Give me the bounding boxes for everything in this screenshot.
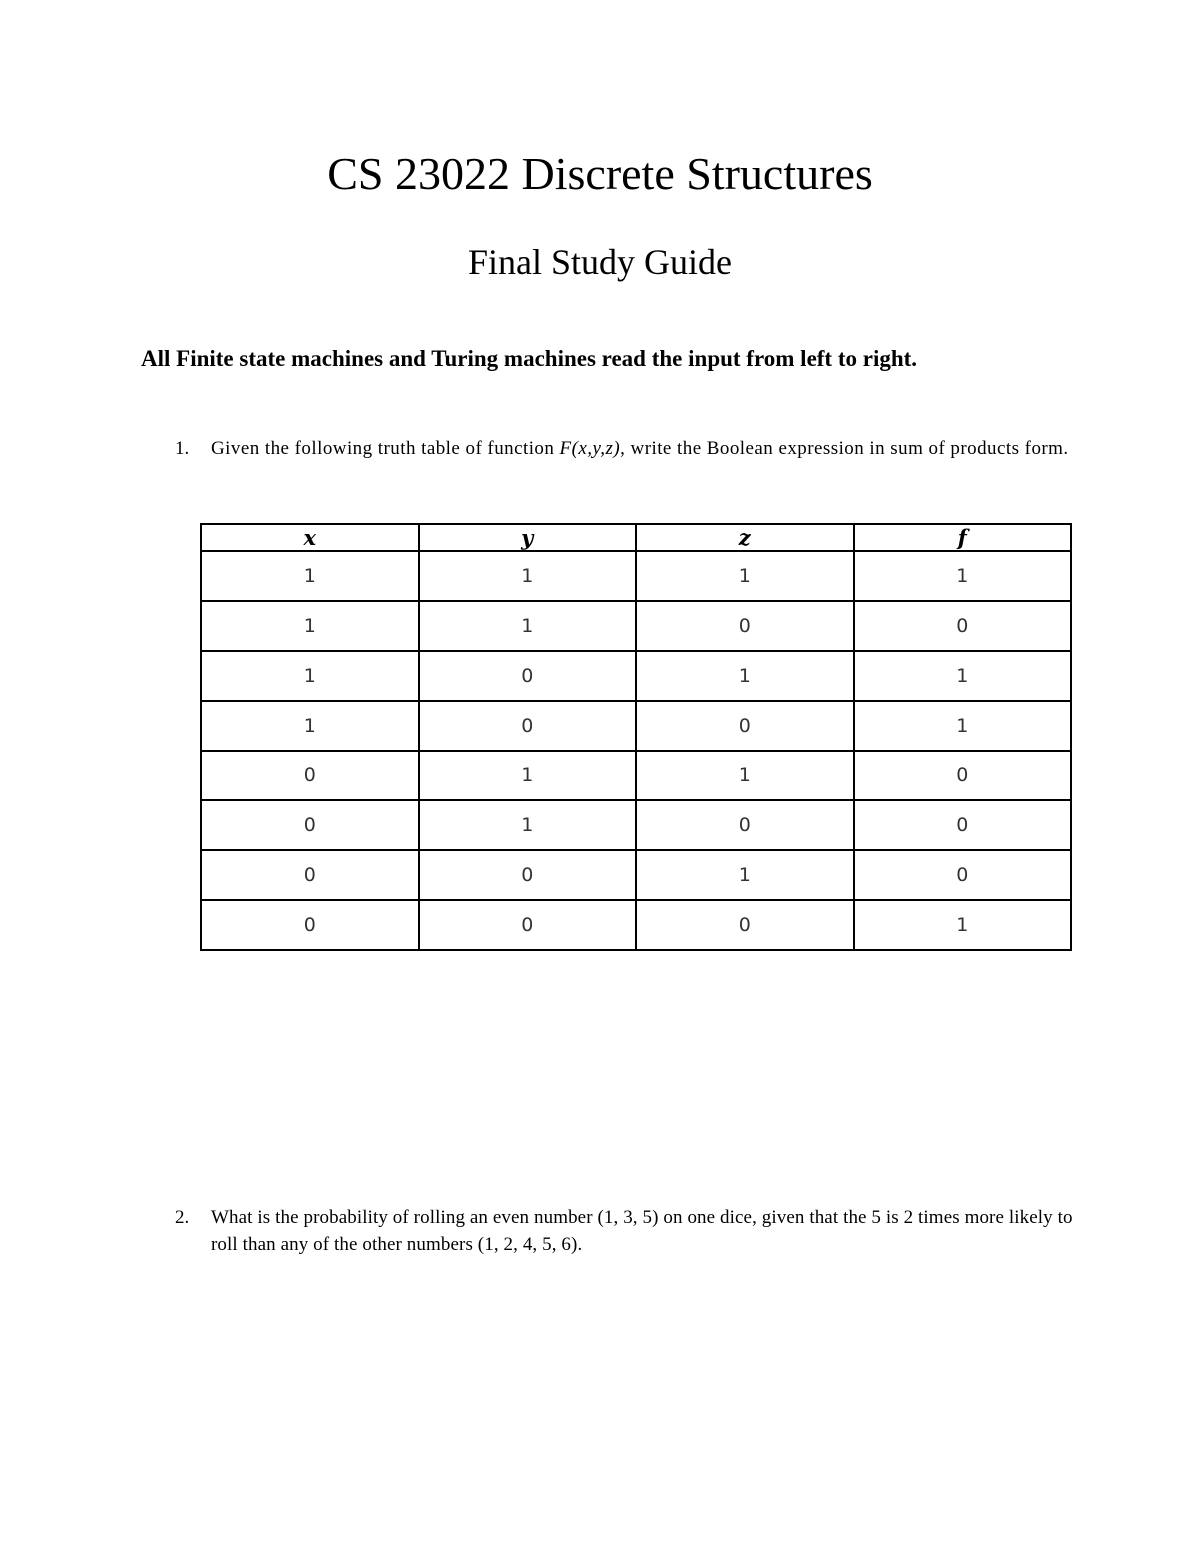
table-cell: 1 [201, 651, 419, 701]
table-row [201, 800, 1071, 850]
table-row [201, 900, 1071, 950]
table-cell: 0 [854, 850, 1072, 900]
function-name: F(x,y,z) [559, 438, 621, 459]
table-row [201, 751, 1071, 801]
table-cell: 0 [854, 601, 1072, 651]
table-cell: 0 [201, 800, 419, 850]
table-cell: 1 [419, 751, 637, 801]
question-number: 1. [175, 438, 190, 459]
header-cell-x: x [201, 524, 419, 551]
table-row [201, 551, 1071, 601]
table-row [201, 651, 1071, 701]
table-row [201, 601, 1071, 651]
question-text-after: , write the Boolean expression in sum of products form. [620, 438, 1069, 459]
table-cell: 1 [854, 651, 1072, 701]
table-cell: 0 [636, 601, 854, 651]
table-cell: 0 [419, 651, 637, 701]
header-cell-y: y [419, 524, 637, 551]
table-cell: 1 [419, 800, 637, 850]
table-cell: 0 [636, 900, 854, 950]
table-cell: 1 [419, 601, 637, 651]
table-cell: 0 [201, 850, 419, 900]
question-text [211, 435, 1075, 462]
table-cell: 0 [419, 701, 637, 751]
table-cell: 1 [636, 751, 854, 801]
question-2 [175, 1204, 1075, 1258]
header-cell-z: z [636, 524, 854, 551]
document-title: CS 23022 Discrete Structures [327, 148, 873, 199]
table-cell: 0 [419, 850, 637, 900]
table-cell: 1 [419, 551, 637, 601]
table-cell: 1 [854, 900, 1072, 950]
table-cell: 1 [636, 551, 854, 601]
question-1 [175, 435, 1075, 462]
table-cell: 0 [419, 900, 637, 950]
table-cell: 1 [854, 551, 1072, 601]
document-subtitle: Final Study Guide [467, 242, 732, 282]
table-cell: 1 [636, 850, 854, 900]
header-cell-f: f [854, 524, 1072, 551]
table-cell: 0 [201, 900, 419, 950]
table-cell: 0 [854, 751, 1072, 801]
instruction-text: All Finite state machines and Turing machines read the input from left to right. [141, 346, 918, 371]
table-cell: 1 [854, 701, 1072, 751]
question-number: 2. [175, 1207, 190, 1228]
table-cell: 1 [636, 651, 854, 701]
table-cell: 0 [636, 800, 854, 850]
table-row [201, 701, 1071, 751]
table-cell: 0 [201, 751, 419, 801]
table-cell: 0 [854, 800, 1072, 850]
truth-table [200, 523, 1072, 951]
table-row [201, 850, 1071, 900]
table-header-row [201, 524, 1071, 551]
question-text-before: Given the following truth table of function [211, 438, 560, 459]
table-cell: 0 [636, 701, 854, 751]
table-cell: 1 [201, 701, 419, 751]
table-cell: 1 [201, 601, 419, 651]
question-text: What is the probability of rolling an even number (1, 3, 5) on one dice, given that the 5 is 2 times more likely to roll than any of the other numbers (1, 2, 4, 5, 6). [211, 1207, 1073, 1255]
table-cell: 1 [201, 551, 419, 601]
